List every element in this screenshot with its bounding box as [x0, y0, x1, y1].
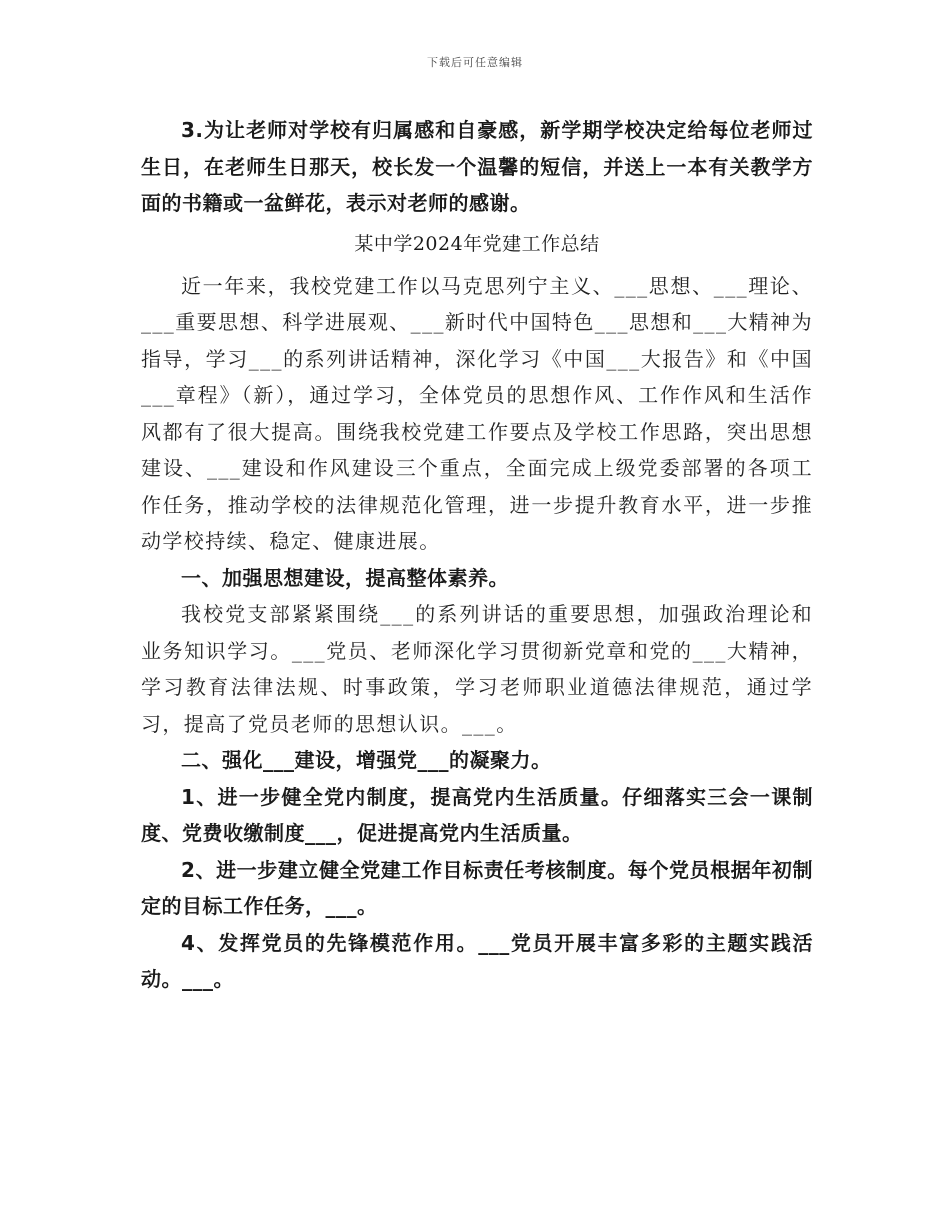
paragraph-overview: 近一年来，我校党建工作以马克思列宁主义、___思想、___理论、___重要思想、科学进展观、___新时代中国特色___思想和___大精神为指导，学习___的系列讲话精神，深化学习《中国___大报告》和《中国___章程》（新），通过学习，全体党员的思想作风、工作作风和生活作风都有了很大提高。围绕我校党建工作要点及学校工作思路，突出思想建设、___建设和作风建设三个重点，全面完成上级党委部署的各项工作任务，推动学校的法律规范化管理，进一步提升教育水平，进一步推动学校持续、稳定、健康进展。: [141, 273, 813, 553]
paragraph-item-3: 3.为让老师对学校有归属感和自豪感，新学期学校决定给每位老师过生日，在老师生日那天，校长发一个温馨的短信，并送上一本有关教学方面的书籍或一盆鲜花，表示对老师的感谢。: [141, 118, 813, 215]
document-title: 某中学2024年党建工作总结: [354, 232, 600, 255]
page-header-note: 下载后可任意编辑: [427, 56, 523, 69]
section-1-body: 我校党支部紧紧围绕___的系列讲话的重要思想，加强政治理论和业务知识学习。___党员、老师深化学习贯彻新党章和党的___大精神，学习教育法律法规、时事政策，学习老师职业道德法律规范，通过学习，提高了党员老师的思想认识。___。: [141, 602, 813, 736]
section-2-item-4: 4、发挥党员的先锋模范作用。___党员开展丰富多彩的主题实践活动。___。: [141, 930, 813, 991]
section-2-heading: 二、强化___建设，增强党___的凝聚力。: [181, 748, 552, 772]
section-2-item-2: 2、进一步建立健全党建工作目标责任考核制度。每个党员根据年初制定的目标工作任务，___。: [141, 857, 813, 918]
section-1-heading: 一、加强思想建设，提高整体素养。: [181, 565, 509, 590]
section-2-item-1: 1、进一步健全党内制度，提高党内生活质量。仔细落实三会一课制度、党费收缴制度___，促进提高党内生活质量。: [141, 784, 813, 845]
document-body: [141, 112, 813, 998]
